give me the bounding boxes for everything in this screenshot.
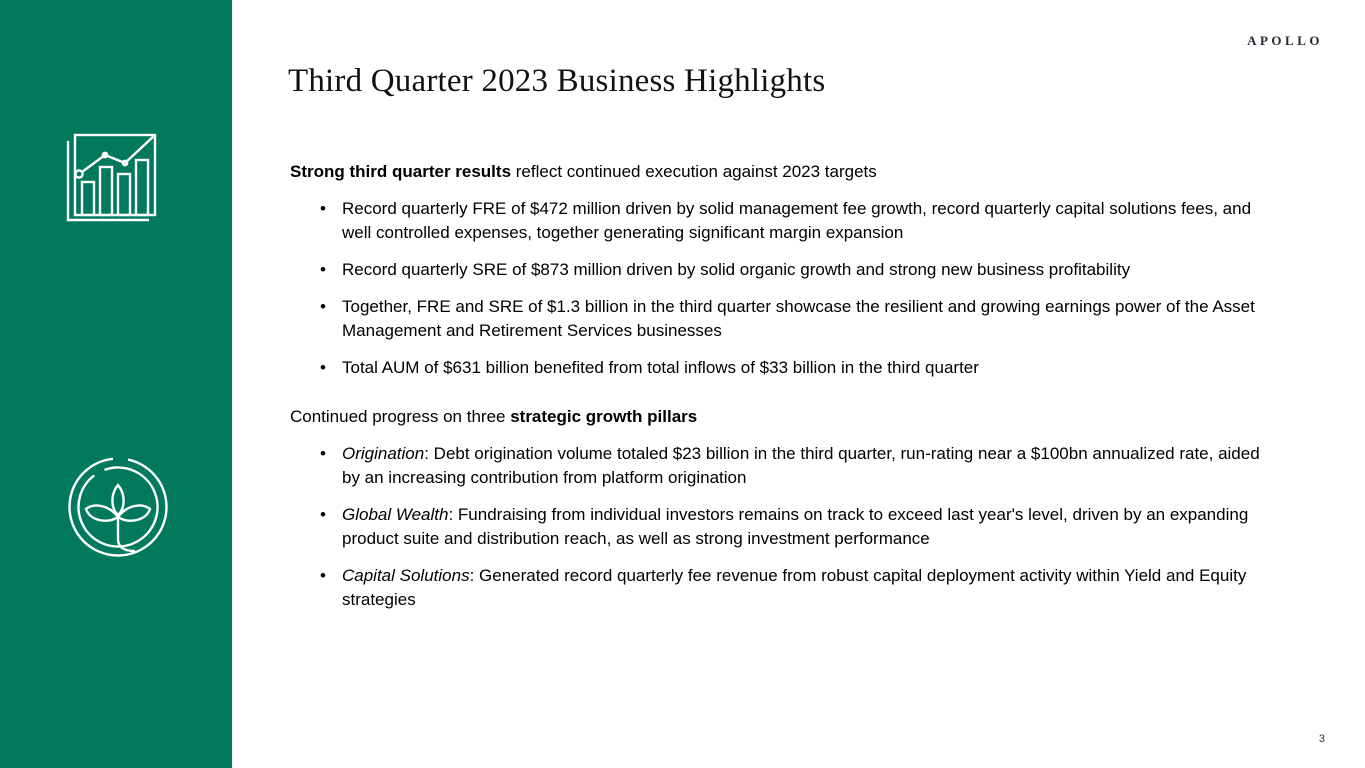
section1-bullet-list (290, 197, 1265, 380)
bullet-text: Total AUM of $631 billion benefited from total inflows of $33 billion in the third quarter (342, 358, 979, 377)
list-item (320, 258, 1265, 282)
list-item (320, 442, 1265, 490)
bullet-icon: • (320, 199, 326, 218)
pillar-term: Origination (342, 444, 425, 463)
bullet-icon: • (320, 566, 326, 585)
section1-lead-rest: reflect continued execution against 2023 targets (511, 162, 877, 181)
bullet-icon: • (320, 260, 326, 279)
pillar-term: Global Wealth (342, 505, 449, 524)
bullet-text (342, 503, 1265, 551)
list-item (320, 295, 1265, 343)
section2-lead-pre: Continued progress on three (290, 407, 511, 426)
slide-body (290, 160, 1265, 625)
bullet-text: Record quarterly SRE of $873 million driven by solid organic growth and strong new business profitability (342, 260, 1131, 279)
pillar-desc: : Debt origination volume totaled $23 billion in the third quarter, run-rating near a $100bn annualized rate, aided by an increasing contribution from platform origination (342, 444, 1260, 487)
bullet-icon: • (320, 505, 326, 524)
section1-lead-bold: Strong third quarter results (290, 162, 512, 181)
list-item (320, 356, 1265, 380)
section2-lead-bold: strategic growth pillars (510, 407, 698, 426)
list-item (320, 564, 1265, 612)
section2-bullet-list (290, 442, 1265, 612)
bullet-icon: • (320, 358, 326, 377)
bullet-icon: • (320, 297, 326, 316)
section2-lead (290, 405, 1265, 429)
bullet-text: Together, FRE and SRE of $1.3 billion in the third quarter showcase the resilient and growing earnings power of the Asset Management and Retirement Services businesses (342, 297, 1255, 340)
list-item (320, 503, 1265, 551)
bullet-icon: • (320, 444, 326, 463)
pillar-term: Capital Solutions (342, 566, 470, 585)
bullet-text (342, 564, 1265, 612)
bar-chart-growth-icon (64, 131, 158, 223)
pillar-desc: : Generated record quarterly fee revenue from robust capital deployment activity within Yield and Equity strategies (342, 566, 1247, 609)
bullet-text: Record quarterly FRE of $472 million driven by solid management fee growth, record quarterly capital solutions fees, and well controlled expenses, together generating significant margin expansion (342, 199, 1252, 242)
section1-lead (290, 160, 1265, 184)
apollo-logo: APOLLO (1247, 33, 1323, 48)
page-number: 3 (1318, 733, 1325, 745)
list-item (320, 197, 1265, 245)
page-title: Third Quarter 2023 Business Highlights (288, 63, 826, 99)
sidebar (0, 0, 232, 768)
pillar-desc: : Fundraising from individual investors remains on track to exceed last year's level, driven by an expanding product suite and distribution reach, as well as strong investment performance (342, 505, 1249, 548)
bullet-text (342, 442, 1265, 490)
plant-growth-icon (66, 455, 170, 559)
